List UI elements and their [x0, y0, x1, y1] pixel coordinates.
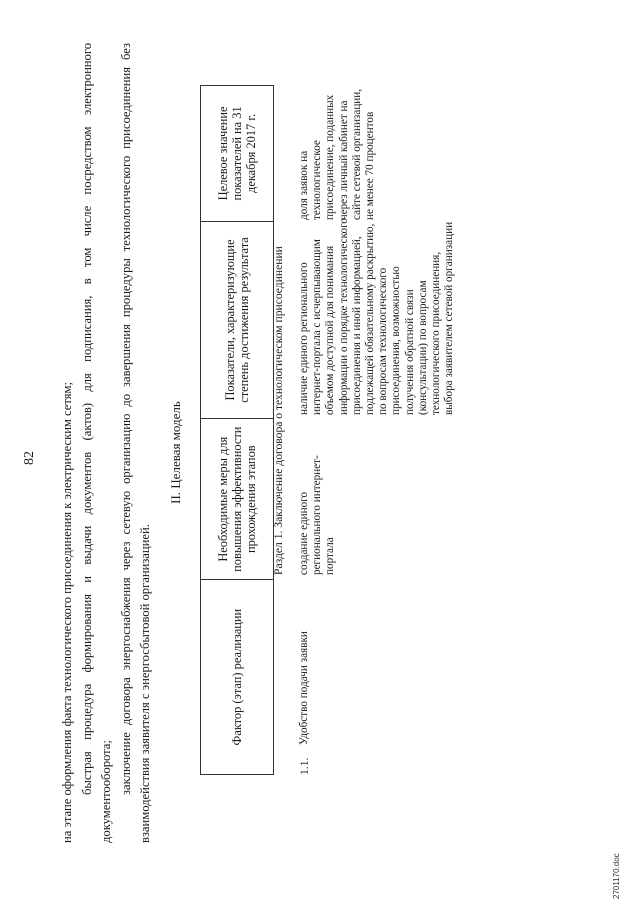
intro-text [58, 43, 156, 843]
section-1-heading: Раздел 1. Заключение договора о технологическом присоединении [272, 246, 285, 575]
row-number: 1.1. [298, 757, 311, 775]
section-title: II. Целевая модель [168, 401, 183, 504]
target-model-table-header [200, 85, 274, 775]
cell-target-value: доля заявок на технологическое присоединение, поданных через личный кабинет на сайте сетевой организации, не менее 70 процентов [298, 88, 377, 220]
header-factor: Фактор (этап) реализации [201, 580, 274, 775]
header-measures: Необходимые меры для повышения эффективности прохождения этапов [201, 419, 274, 580]
cell-factor: Удобство подачи заявки [298, 631, 310, 745]
header-indicators: Показатели, характеризующие степень достижения результата [201, 221, 274, 418]
cell-measures: создание единого регионального интернет-портала [298, 455, 337, 575]
page-number: 82 [22, 451, 37, 465]
intro-line-1: на этапе оформления факта технологического присоединения к электрическим сетям; [60, 382, 74, 843]
header-target-value: Целевое значение показателей на 31 декабря 2017 г. [201, 86, 274, 222]
file-name-footer: 2701170.doc [612, 853, 621, 899]
intro-paragraph-3: заключение договора энергоснабжения через сетевую организацию до завершения процедуры технологического присоединения без взаимодействия заявителя с энергосбытовой организацией. [118, 43, 153, 843]
cell-indicators: наличие единого регионального интернет-портала с исчерпывающим объемом доступной для понимания информации о порядке технологического присоединения и иной информацией, подлежащей обязательному раскрытию, по вопросам технологического присоединения, возможностью получения обратной связи (консультации) по вопросам технологического присоединения, выбора заявителем сетевой организации [298, 218, 456, 415]
intro-paragraph-2: быстрая процедура формирования и выдачи документов (актов) для подписания, в том числе посредством электронного документооборота; [79, 43, 114, 843]
